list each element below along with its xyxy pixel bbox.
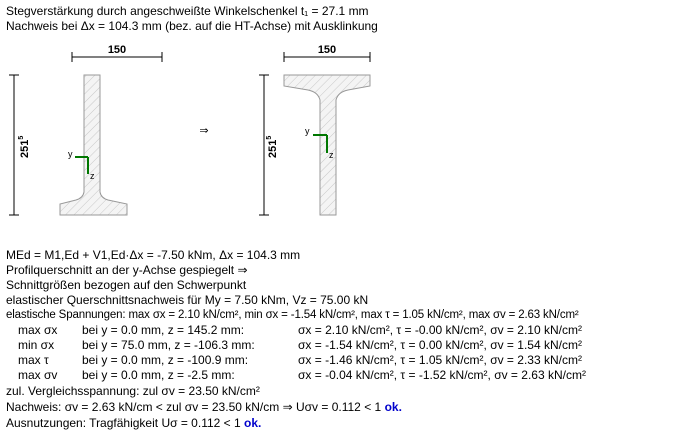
right-width-label: 150 [317, 44, 337, 56]
row-label: max σx [18, 323, 58, 337]
header-line-1: Stegverstärkung durch angeschweißte Winkelschenkel t₁ = 27.1 mm [6, 4, 369, 18]
left-y-axis-label: y [68, 149, 73, 159]
right-height-label: $251^5$ [266, 135, 279, 158]
row-position: bei y = 75.0 mm, z = -106.3 mm: [82, 338, 255, 352]
row-position: bei y = 0.0 mm, z = -2.5 mm: [82, 368, 235, 382]
row-values: σx = -0.04 kN/cm², τ = -1.52 kN/cm², σv = 2.63 kN/cm² [298, 368, 586, 382]
right-y-axis-label: y [305, 126, 310, 136]
right-z-axis-label: z [329, 150, 334, 160]
row-position: bei y = 0.0 mm, z = -100.9 mm: [82, 353, 249, 367]
section-ref-line: Schnittgrößen bezogen auf den Schwerpunkt [6, 278, 247, 292]
proof-ok-badge: ok. [384, 400, 402, 414]
elastic-check-line: elastischer Querschnittsnachweis für My = 7.50 kNm, Vz = 75.00 kN [6, 293, 369, 307]
utilization-line [6, 416, 261, 430]
moment-line: MEd = M1,Ed + V1,Ed·Δx = -7.50 kNm, Δx = 104.3 mm [6, 248, 301, 262]
allowable-line: zul. Vergleichsspannung: zul σv = 23.50 kN/cm² [6, 384, 260, 398]
left-section-shape [60, 75, 127, 215]
row-label: min σx [18, 338, 55, 352]
utilization-ok-badge: ok. [244, 416, 262, 430]
left-z-axis-label: z [90, 171, 95, 181]
mirror-arrow: ⇒ [199, 125, 209, 137]
right-section-figure [259, 44, 370, 215]
left-height-label: $251^5$ [18, 135, 31, 158]
elastic-stress-line: elastische Spannungen: max σx = 2.10 kN/cm², min σx = -1.54 kN/cm², max τ = 1.05 kN/cm², max σv = 2.63 kN/cm² [6, 309, 579, 321]
proof-line [6, 400, 402, 414]
row-label: max τ [18, 353, 49, 367]
left-section-figure [9, 44, 162, 215]
proof-text: Nachweis: σv = 2.63 kN/cm < zul σv = 23.50 kN/cm ⇒ Uσv = 0.112 < 1 [6, 400, 382, 414]
header-line-2: Nachweis bei Δx = 104.3 mm (bez. auf die HT-Achse) mit Ausklinkung [6, 19, 378, 33]
row-label: max σv [18, 368, 58, 382]
row-position: bei y = 0.0 mm, z = 145.2 mm: [82, 323, 245, 337]
row-values: σx = -1.54 kN/cm², τ = 0.00 kN/cm², σv = 1.54 kN/cm² [298, 338, 582, 352]
mirrored-line: Profilquerschnitt an der y-Achse gespiegelt ⇒ [6, 263, 248, 277]
row-values: σx = -1.46 kN/cm², τ = 1.05 kN/cm², σv = 2.33 kN/cm² [298, 353, 582, 367]
left-width-label: 150 [107, 44, 127, 56]
utilization-text: Ausnutzungen: Tragfähigkeit Uσ = 0.112 < 1 [6, 416, 241, 430]
row-values: σx = 2.10 kN/cm², τ = -0.00 kN/cm², σv = 2.10 kN/cm² [298, 323, 582, 337]
